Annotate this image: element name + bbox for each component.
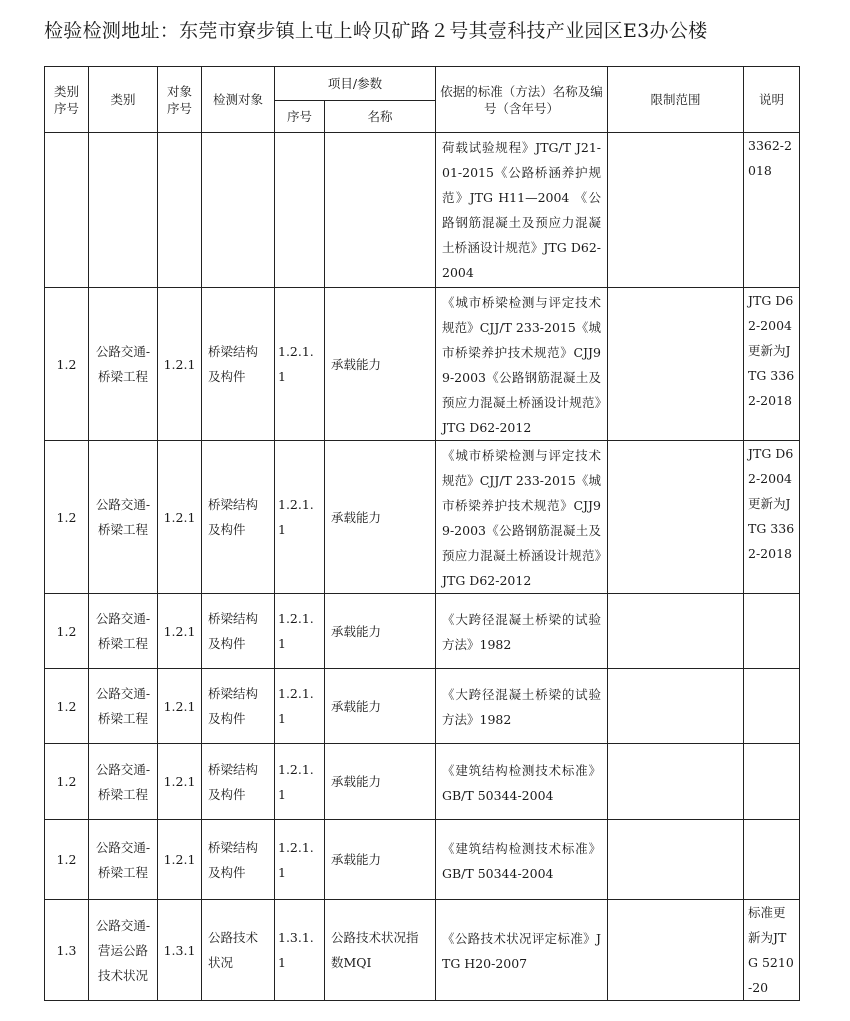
header-item-param: 项目/参数 — [275, 67, 436, 101]
cell-standard: 《建筑结构检测技术标准》GB/T 50344-2004 — [436, 820, 608, 900]
cell-cat-no: 1.2 — [45, 820, 89, 900]
table-row — [45, 133, 800, 288]
cell-name: 公路技术状况指数MQI — [325, 900, 436, 1001]
cell-object: 桥梁结构及构件 — [202, 594, 275, 669]
cell-seq: 1.2.1.1 — [275, 744, 325, 820]
cell-cat-no — [45, 133, 89, 288]
cell-name: 承载能力 — [325, 820, 436, 900]
cell-obj-no: 1.2.1 — [158, 820, 202, 900]
cell-obj-no: 1.3.1 — [158, 900, 202, 1001]
cell-name: 承载能力 — [325, 288, 436, 441]
cell-standard: 荷载试验规程》JTG/T J21-01-2015《公路桥涵养护规范》JTG H11—2004 《公路钢筋混凝土及预应力混凝土桥涵设计规范》JTG D62-2004 — [436, 133, 608, 288]
cell-note — [744, 669, 800, 744]
cell-name: 承载能力 — [325, 669, 436, 744]
cell-object: 桥梁结构及构件 — [202, 441, 275, 594]
table-row — [45, 669, 800, 744]
cell-category: 公路交通-桥梁工程 — [89, 820, 158, 900]
cell-note: JTG D62-2004更新为JTG 3362-2018 — [744, 288, 800, 441]
cell-limit — [608, 820, 744, 900]
cell-seq: 1.2.1.1 — [275, 288, 325, 441]
cell-obj-no: 1.2.1 — [158, 441, 202, 594]
cell-category: 公路交通-营运公路技术状况 — [89, 900, 158, 1001]
cell-category: 公路交通-桥梁工程 — [89, 669, 158, 744]
cell-object: 桥梁结构及构件 — [202, 288, 275, 441]
cell-cat-no: 1.3 — [45, 900, 89, 1001]
cell-obj-no — [158, 133, 202, 288]
cell-limit — [608, 594, 744, 669]
cell-note — [744, 594, 800, 669]
cell-seq — [275, 133, 325, 288]
cell-obj-no: 1.2.1 — [158, 669, 202, 744]
table-row — [45, 900, 800, 1001]
cell-name: 承载能力 — [325, 744, 436, 820]
cell-obj-no: 1.2.1 — [158, 594, 202, 669]
cell-category: 公路交通-桥梁工程 — [89, 594, 158, 669]
table-row — [45, 744, 800, 820]
cell-limit — [608, 441, 744, 594]
cell-obj-no: 1.2.1 — [158, 744, 202, 820]
cell-standard: 《建筑结构检测技术标准》GB/T 50344-2004 — [436, 744, 608, 820]
cell-category: 公路交通-桥梁工程 — [89, 744, 158, 820]
table-row — [45, 594, 800, 669]
cell-seq: 1.2.1.1 — [275, 669, 325, 744]
header-note: 说明 — [744, 67, 800, 133]
header-cat-no: 类别序号 — [45, 67, 89, 133]
header-name: 名称 — [325, 101, 436, 133]
cell-seq: 1.2.1.1 — [275, 594, 325, 669]
cell-name — [325, 133, 436, 288]
header-object: 检测对象 — [202, 67, 275, 133]
cell-limit — [608, 900, 744, 1001]
cell-note: 标准更新为JTG 5210-20 — [744, 900, 800, 1001]
accreditation-table — [44, 66, 800, 1001]
table-row — [45, 288, 800, 441]
inspection-address: 检验检测地址：东莞市寮步镇上屯上岭贝矿路２号其壹科技产业园区E3办公楼 — [44, 20, 708, 42]
cell-note: JTG D62-2004更新为JTG 3362-2018 — [744, 441, 800, 594]
cell-cat-no: 1.2 — [45, 669, 89, 744]
cell-name: 承载能力 — [325, 594, 436, 669]
cell-cat-no: 1.2 — [45, 441, 89, 594]
cell-object: 桥梁结构及构件 — [202, 744, 275, 820]
table-row — [45, 820, 800, 900]
cell-standard: 《大跨径混凝土桥梁的试验方法》1982 — [436, 669, 608, 744]
cell-limit — [608, 133, 744, 288]
header-obj-no: 对象序号 — [158, 67, 202, 133]
header-limit: 限制范围 — [608, 67, 744, 133]
cell-standard: 《大跨径混凝土桥梁的试验方法》1982 — [436, 594, 608, 669]
cell-cat-no: 1.2 — [45, 744, 89, 820]
cell-object: 桥梁结构及构件 — [202, 820, 275, 900]
cell-category: 公路交通-桥梁工程 — [89, 441, 158, 594]
table-row — [45, 441, 800, 594]
cell-object: 公路技术状况 — [202, 900, 275, 1001]
cell-seq: 1.3.1.1 — [275, 900, 325, 1001]
cell-name: 承载能力 — [325, 441, 436, 594]
cell-cat-no: 1.2 — [45, 288, 89, 441]
cell-seq: 1.2.1.1 — [275, 820, 325, 900]
cell-standard: 《公路技术状况评定标准》JTG H20-2007 — [436, 900, 608, 1001]
header-category: 类别 — [89, 67, 158, 133]
cell-obj-no: 1.2.1 — [158, 288, 202, 441]
cell-standard: 《城市桥梁检测与评定技术规范》CJJ/T 233-2015《城市桥梁养护技术规范》CJJ99-2003《公路钢筋混凝土及预应力混凝土桥涵设计规范》JTG D62-2012 — [436, 288, 608, 441]
cell-limit — [608, 744, 744, 820]
cell-category — [89, 133, 158, 288]
cell-seq: 1.2.1.1 — [275, 441, 325, 594]
cell-object: 桥梁结构及构件 — [202, 669, 275, 744]
cell-standard: 《城市桥梁检测与评定技术规范》CJJ/T 233-2015《城市桥梁养护技术规范》CJJ99-2003《公路钢筋混凝土及预应力混凝土桥涵设计规范》JTG D62-2012 — [436, 441, 608, 594]
cell-cat-no: 1.2 — [45, 594, 89, 669]
cell-category: 公路交通-桥梁工程 — [89, 288, 158, 441]
header-standard: 依据的标准（方法）名称及编号（含年号） — [436, 67, 608, 133]
cell-note — [744, 820, 800, 900]
header-seq: 序号 — [275, 101, 325, 133]
cell-object — [202, 133, 275, 288]
cell-note — [744, 744, 800, 820]
cell-note: 3362-2018 — [744, 133, 800, 288]
cell-limit — [608, 669, 744, 744]
cell-limit — [608, 288, 744, 441]
